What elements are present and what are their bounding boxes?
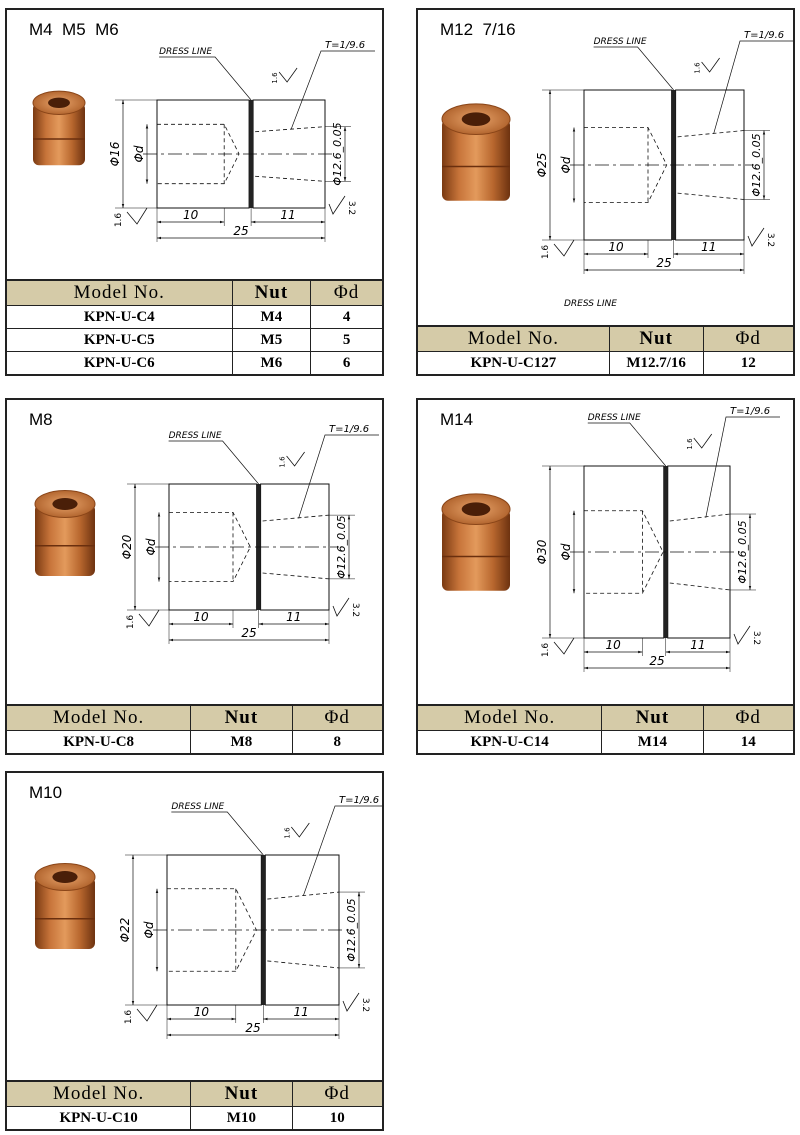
finish-mark-top — [279, 68, 297, 82]
nut-cell: M5 — [232, 329, 311, 352]
nut-cell: M14 — [602, 731, 703, 754]
dress-line-label: DRESS LINE — [171, 802, 225, 812]
model-cell: KPN-U-C6 — [7, 352, 232, 375]
phi-cell: 6 — [311, 352, 382, 375]
finish-label-left: 1.6 — [126, 614, 136, 630]
table-row — [418, 731, 793, 754]
header-model-no: Model No. — [7, 280, 232, 306]
od-label: Φ30 — [535, 539, 549, 565]
bore-label: Φ12.6_0.05 — [331, 122, 344, 186]
dim-25-label: 25 — [649, 654, 665, 668]
finish-label-left: 1.6 — [541, 244, 551, 260]
finish-label-top: 1.6 — [693, 62, 702, 74]
phi-cell: 14 — [703, 731, 793, 754]
table-row — [418, 352, 793, 375]
taper-bore-upper — [670, 514, 730, 521]
spec-table — [7, 704, 382, 753]
finish-label-top: 1.6 — [685, 438, 694, 450]
card-title: M12 7/16 — [440, 20, 516, 39]
taper-label: T=1/9.6 — [744, 30, 785, 41]
model-cell: KPN-U-C8 — [7, 731, 191, 754]
phid-label: Φd — [559, 156, 573, 174]
table-row — [7, 352, 382, 375]
bushing-bore-hole — [462, 502, 491, 516]
taper-bore-lower — [670, 583, 730, 590]
dim-10-label: 10 — [193, 610, 209, 624]
model-cell: KPN-U-C14 — [418, 731, 602, 754]
phid-label: Φd — [142, 921, 156, 939]
finish-mark-right — [343, 993, 359, 1011]
card-title: M8 — [29, 410, 53, 429]
bushing-bore-hole — [52, 871, 77, 883]
nut-cell: M6 — [232, 352, 311, 375]
nut-cell: M12.7/16 — [609, 352, 703, 375]
technical-drawing — [7, 10, 384, 275]
bore-label: Φ12.6_0.05 — [345, 898, 358, 962]
header-model-no: Model No. — [418, 705, 602, 731]
spec-table — [418, 704, 793, 753]
finish-mark-left — [554, 240, 574, 256]
nut-cell: M10 — [191, 1107, 292, 1130]
header-nut: Nut — [232, 280, 311, 306]
technical-drawing — [7, 773, 384, 1079]
finish-label-left: 1.6 — [114, 212, 124, 228]
table-row — [7, 731, 382, 754]
taper-leader — [706, 417, 780, 518]
taper-leader — [714, 41, 794, 134]
spec-table — [7, 1080, 382, 1129]
dim-11-label: 11 — [286, 610, 302, 624]
nut-cell: M8 — [191, 731, 292, 754]
header-model-no: Model No. — [418, 326, 609, 352]
card-m10 — [5, 771, 384, 1131]
card-m14 — [416, 398, 795, 755]
taper-bore-upper — [263, 515, 329, 521]
dress-line-label: DRESS LINE — [159, 47, 213, 57]
card-m8 — [5, 398, 384, 755]
od-label: Φ25 — [535, 152, 549, 178]
header-model-no: Model No. — [7, 1081, 191, 1107]
card-title: M10 — [29, 783, 63, 802]
header-phi-d: Φd — [703, 326, 793, 352]
finish-mark-right — [329, 196, 345, 214]
header-phi-d: Φd — [311, 280, 382, 306]
bushing-bore-hole — [48, 98, 70, 108]
card-m4-m5-m6 — [5, 8, 384, 376]
dress-line-label: DRESS LINE — [593, 37, 647, 47]
finish-mark-top — [287, 452, 305, 466]
finish-mark-right — [333, 598, 349, 616]
finish-label-top: 1.6 — [278, 456, 287, 468]
card-m12-7-16 — [416, 8, 795, 376]
finish-label-right: 3.2 — [346, 200, 356, 216]
finish-label-right: 3.2 — [350, 602, 360, 618]
dim-11-label: 11 — [701, 240, 717, 254]
technical-drawing — [7, 400, 384, 700]
dress-line-leader — [588, 423, 666, 466]
taper-bore-lower — [263, 573, 329, 579]
finish-label-right: 3.2 — [360, 997, 370, 1013]
header-model-no: Model No. — [7, 705, 191, 731]
finish-mark-left — [127, 208, 147, 224]
taper-leader — [303, 806, 384, 896]
phi-cell: 10 — [292, 1107, 382, 1130]
table-row — [7, 306, 382, 329]
od-label: Φ20 — [120, 534, 134, 560]
model-cell: KPN-U-C5 — [7, 329, 232, 352]
card-title: M14 — [440, 410, 474, 429]
header-phi-d: Φd — [292, 1081, 382, 1107]
card-title: M4 M5 M6 — [29, 20, 119, 39]
dress-line-label: DRESS LINE — [168, 431, 222, 441]
bore-label: Φ12.6_0.05 — [335, 515, 348, 579]
header-phi-d: Φd — [703, 705, 793, 731]
taper-bore-lower — [678, 193, 744, 199]
finish-label-right: 3.2 — [765, 232, 775, 248]
model-cell: KPN-U-C10 — [7, 1107, 191, 1130]
bushing-bore-hole — [52, 498, 77, 510]
dim-10-label: 10 — [605, 638, 621, 652]
technical-drawing — [418, 10, 795, 330]
taper-bore-lower — [267, 961, 339, 968]
phid-label: Φd — [144, 538, 158, 556]
finish-label-top: 1.6 — [283, 827, 292, 839]
table-row — [7, 329, 382, 352]
od-label: Φ16 — [108, 141, 122, 167]
dim-11-label: 11 — [280, 208, 296, 222]
dim-25-label: 25 — [656, 256, 672, 270]
model-cell: KPN-U-C4 — [7, 306, 232, 329]
header-nut: Nut — [602, 705, 703, 731]
finish-mark-left — [137, 1005, 157, 1021]
phid-label: Φd — [132, 145, 146, 163]
finish-mark-top — [702, 58, 720, 72]
od-label: Φ22 — [118, 917, 132, 943]
taper-label: T=1/9.6 — [329, 424, 370, 435]
finish-mark-top — [694, 434, 712, 448]
spec-table — [7, 279, 382, 374]
phi-cell: 12 — [703, 352, 793, 375]
phi-cell: 8 — [292, 731, 382, 754]
dim-25-label: 25 — [245, 1021, 261, 1035]
finish-label-top: 1.6 — [271, 72, 280, 84]
dim-10-label: 10 — [182, 208, 199, 222]
spec-table — [418, 325, 793, 374]
table-row — [7, 1107, 382, 1130]
dress-line-leader — [171, 812, 263, 855]
phi-cell: 4 — [311, 306, 382, 329]
taper-bore-upper — [678, 131, 744, 137]
taper-label: T=1/9.6 — [339, 795, 380, 806]
dress-line-leader — [594, 47, 674, 90]
dress-line-label-bottom: DRESS LINE — [564, 299, 617, 309]
bushing-bore-hole — [462, 112, 491, 126]
finish-label-left: 1.6 — [124, 1009, 134, 1025]
phi-cell: 5 — [311, 329, 382, 352]
model-cell: KPN-U-C127 — [418, 352, 609, 375]
bore-label: Φ12.6_0.05 — [736, 520, 749, 584]
taper-label: T=1/9.6 — [325, 40, 366, 51]
phid-label: Φd — [559, 543, 573, 561]
taper-leader — [299, 435, 379, 518]
finish-mark-top — [291, 823, 309, 837]
finish-mark-right — [734, 626, 750, 644]
dress-line-leader — [159, 57, 251, 100]
body-right-section — [265, 855, 339, 1005]
finish-label-left: 1.6 — [541, 642, 551, 658]
dim-25-label: 25 — [233, 224, 249, 238]
technical-drawing — [418, 400, 795, 700]
dim-10-label: 10 — [608, 240, 624, 254]
finish-mark-right — [748, 228, 764, 246]
bore-label: Φ12.6_0.05 — [750, 133, 763, 197]
dim-11-label: 11 — [690, 638, 706, 652]
taper-bore-upper — [255, 127, 325, 132]
dim-25-label: 25 — [241, 626, 257, 640]
taper-bore-lower — [255, 176, 325, 181]
header-nut: Nut — [191, 705, 292, 731]
finish-mark-left — [139, 610, 159, 626]
taper-leader — [291, 51, 375, 129]
dress-line-leader — [169, 441, 259, 484]
nut-cell: M4 — [232, 306, 311, 329]
finish-mark-left — [554, 638, 574, 654]
header-nut: Nut — [609, 326, 703, 352]
header-phi-d: Φd — [292, 705, 382, 731]
finish-label-right: 3.2 — [751, 630, 761, 646]
dress-line-label: DRESS LINE — [587, 413, 641, 423]
dim-10-label: 10 — [193, 1005, 210, 1019]
dim-11-label: 11 — [293, 1005, 309, 1019]
taper-label: T=1/9.6 — [730, 406, 771, 417]
header-nut: Nut — [191, 1081, 292, 1107]
